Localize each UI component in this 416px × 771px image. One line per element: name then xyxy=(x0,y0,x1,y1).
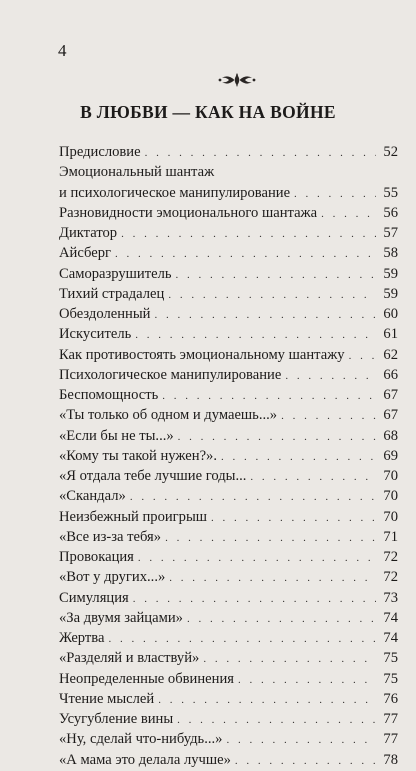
toc-entry-label: Эмоциональный шантаж xyxy=(59,164,215,181)
section-title: В ЛЮБВИ — КАК НА ВОЙНЕ xyxy=(80,102,336,122)
toc-entry xyxy=(59,203,398,223)
toc-entry-page: 77 xyxy=(383,711,398,727)
toc-entry xyxy=(59,648,398,668)
toc-entry-label: «Ты только об одном и думаешь...» xyxy=(59,407,278,424)
toc-entry-page: 59 xyxy=(383,265,398,282)
toc-leader-dots xyxy=(178,427,376,447)
toc-entry xyxy=(59,527,398,547)
toc-entry-label: «А мама это делала лучше» xyxy=(59,751,231,768)
toc-entry-page: 70 xyxy=(383,468,398,484)
toc-entry-label: Обездоленный xyxy=(59,306,151,322)
toc-entry-page: 78 xyxy=(383,751,398,768)
toc-entry xyxy=(59,324,398,344)
toc-entry-page: 57 xyxy=(383,225,398,241)
toc-entry xyxy=(59,709,398,729)
toc-entry-label: «За двумя зайцами» xyxy=(59,609,183,626)
toc-entry-label: Беспомощность xyxy=(59,387,159,403)
toc-entry-page: 58 xyxy=(383,245,398,262)
toc-entry-label: Разновидности эмоционального шантажа xyxy=(59,204,318,221)
toc-leader-dots xyxy=(121,224,376,244)
toc-entry-page: 69 xyxy=(383,447,398,464)
toc-entry-label: Саморазрушитель xyxy=(59,265,172,282)
toc-leader-dots xyxy=(135,325,376,345)
toc-entry-page: 62 xyxy=(383,346,398,363)
toc-entry-page: 56 xyxy=(383,204,398,221)
toc-entry-label: Диктатор xyxy=(59,225,118,241)
toc-leader-dots xyxy=(168,285,376,305)
toc-entry xyxy=(59,547,398,567)
toc-entry xyxy=(59,264,398,284)
toc-entry xyxy=(59,223,398,243)
toc-entry-page: 68 xyxy=(383,427,398,444)
toc-leader-dots xyxy=(281,406,376,426)
toc-entry xyxy=(59,750,398,770)
toc-entry-page: 66 xyxy=(383,366,398,383)
toc-entry-page: 71 xyxy=(383,528,398,545)
toc-entry-page: 73 xyxy=(383,589,398,606)
toc-entry-label: Тихий страдалец xyxy=(59,285,165,302)
toc-entry xyxy=(59,405,398,425)
toc-entry-label: «Ну, сделай что-нибудь...» xyxy=(59,731,223,748)
toc-leader-dots xyxy=(187,609,376,629)
toc-entry-page: 67 xyxy=(383,387,398,403)
toc-leader-dots xyxy=(177,710,376,730)
toc-leader-dots xyxy=(176,265,376,285)
toc-entry xyxy=(59,669,398,689)
toc-entry xyxy=(59,162,398,182)
toc-leader-dots xyxy=(238,670,376,690)
toc-entry-label: Провокация xyxy=(59,549,134,565)
toc-entry xyxy=(59,243,398,263)
toc-entry-label: «Вот у других...» xyxy=(59,569,166,586)
toc-entry-label: «Скандал» xyxy=(59,488,126,505)
toc-entry-label: «Я отдала тебе лучшие годы... xyxy=(59,468,247,484)
toc-entry-label: Предисловие xyxy=(59,144,141,160)
toc-leader-dots xyxy=(145,143,376,163)
toc-leader-dots xyxy=(235,751,376,771)
toc-leader-dots xyxy=(158,690,376,710)
toc-leader-dots xyxy=(250,467,376,487)
toc-entry-page: 70 xyxy=(383,508,398,525)
toc-entry xyxy=(59,567,398,587)
toc-entry-page: 72 xyxy=(383,549,398,565)
toc-entry-label: «Если бы не ты...» xyxy=(59,427,174,444)
toc-entry-label: Неопределенные обвинения xyxy=(59,670,234,687)
toc-entry xyxy=(59,689,398,709)
toc-leader-dots xyxy=(211,508,376,528)
toc-leader-dots xyxy=(138,548,376,568)
toc-entry xyxy=(59,507,398,527)
toc-leader-dots xyxy=(169,568,376,588)
toc-entry-page: 61 xyxy=(383,326,398,343)
toc-entry-label: «Разделяй и властвуй» xyxy=(59,650,200,667)
toc-entry xyxy=(59,365,398,385)
toc-entry-page: 74 xyxy=(383,609,398,626)
toc-entry-page: 72 xyxy=(383,569,398,586)
toc-entry xyxy=(59,608,398,628)
toc-entry xyxy=(59,466,398,486)
toc-entry-page: 67 xyxy=(383,407,398,424)
page-number: 4 xyxy=(58,41,67,60)
toc-entry-label: Искуситель xyxy=(59,326,132,343)
toc-entry-label: и психологическое манипулирование xyxy=(59,184,291,201)
floral-ornament-icon xyxy=(216,70,258,90)
toc-leader-dots xyxy=(294,184,376,204)
toc-entry-label: Айсберг xyxy=(59,245,111,262)
toc-entry-page: 75 xyxy=(383,650,398,667)
toc-entry xyxy=(59,345,398,365)
toc-entry-label: Усугубление вины xyxy=(59,711,174,727)
toc-entry xyxy=(59,426,398,446)
toc-entry-page: 75 xyxy=(383,670,398,687)
toc-entry-label: «Все из-за тебя» xyxy=(59,528,162,545)
toc-entry-label: Как противостоять эмоциональному шантажу xyxy=(59,346,345,363)
toc-leader-dots xyxy=(203,649,376,669)
toc-entry-page: 60 xyxy=(383,306,398,322)
toc-leader-dots xyxy=(154,305,376,325)
toc-entry xyxy=(59,142,398,162)
toc-entry-page: 59 xyxy=(383,285,398,302)
toc-entry xyxy=(59,304,398,324)
toc-entry-page: 77 xyxy=(383,731,398,748)
toc-entry-label: «Кому ты такой нужен?». xyxy=(59,447,217,464)
table-of-contents xyxy=(59,142,398,770)
toc-entry xyxy=(59,628,398,648)
toc-entry-page: 76 xyxy=(383,690,398,707)
toc-leader-dots xyxy=(285,366,376,386)
toc-entry-page: 74 xyxy=(383,630,398,646)
toc-entry xyxy=(59,183,398,203)
toc-entry-label: Жертва xyxy=(59,630,105,646)
toc-entry-page: 55 xyxy=(383,184,398,201)
toc-leader-dots xyxy=(162,386,376,406)
toc-entry xyxy=(59,284,398,304)
toc-leader-dots xyxy=(226,730,376,750)
toc-entry-page: 52 xyxy=(383,144,398,160)
toc-entry xyxy=(59,729,398,749)
toc-leader-dots xyxy=(321,204,376,224)
toc-entry xyxy=(59,446,398,466)
toc-leader-dots xyxy=(349,346,376,366)
toc-leader-dots xyxy=(130,487,376,507)
toc-entry xyxy=(59,486,398,506)
toc-leader-dots xyxy=(108,629,376,649)
toc-leader-dots xyxy=(133,589,376,609)
toc-entry-label: Психологическое манипулирование xyxy=(59,366,282,383)
toc-entry-label: Неизбежный проигрыш xyxy=(59,508,207,525)
toc-entry xyxy=(59,588,398,608)
toc-leader-dots xyxy=(115,244,376,264)
toc-leader-dots xyxy=(165,528,376,548)
toc-entry xyxy=(59,385,398,405)
toc-entry-label: Симуляция xyxy=(59,589,129,606)
toc-leader-dots xyxy=(221,447,376,467)
toc-entry-label: Чтение мыслей xyxy=(59,690,155,707)
toc-entry-page: 70 xyxy=(383,488,398,505)
